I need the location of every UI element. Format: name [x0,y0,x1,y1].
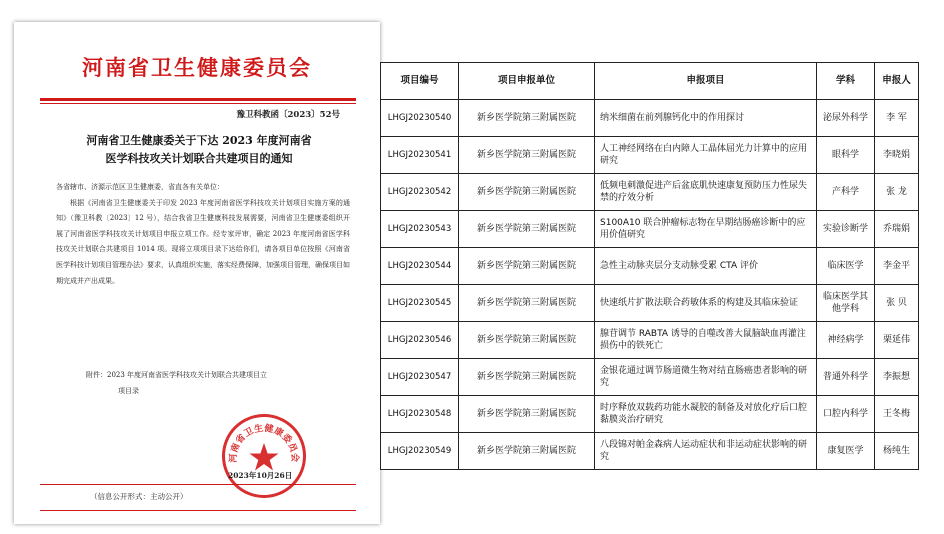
project-name: 时序释放双载药功能水凝胶的制备及对放化疗后口腔黏膜炎治疗研究 [595,396,817,433]
project-subject: 神经病学 [817,322,875,359]
disclosure-note: （信息公开形式：主动公开） [90,492,188,501]
project-name: 快速纸片扩散法联合药敏体系的构建及其临床验证 [595,285,817,322]
notice-salutation: 各省辖市、济源示范区卫生健康委，省直各有关单位： [56,183,224,191]
project-unit: 新乡医学院第三附属医院 [459,174,595,211]
project-table [380,62,919,470]
project-name: 腺苷调节 RABTA 诱导的自噬改善大鼠脑缺血再灌注损伤中的铁死亡 [595,322,817,359]
header-project: 申报项目 [595,63,817,100]
table-row [381,211,919,248]
table-row [381,433,919,470]
project-subject: 口腔内科学 [817,396,875,433]
table-row [381,359,919,396]
notice-date: 2023年10月26日 [228,471,293,480]
header-unit: 项目申报单位 [459,63,595,100]
project-unit: 新乡医学院第三附属医院 [459,248,595,285]
table-header-row [381,63,919,100]
project-applicant: 张 贝 [875,285,919,322]
footer-rule-bottom [40,510,356,511]
seal-text: 河南省卫生健康委员会 [228,423,300,463]
table-row [381,100,919,137]
notice-title [48,132,350,168]
project-unit: 新乡医学院第三附属医院 [459,396,595,433]
notice-title-line1: 河南省卫生健康委关于下达 2023 年度河南省 [86,134,312,147]
project-subject: 眼科学 [817,137,875,174]
project-id: LHGJ20230540 [381,100,459,137]
project-unit: 新乡医学院第三附属医院 [459,322,595,359]
project-unit: 新乡医学院第三附属医院 [459,285,595,322]
project-subject: 普通外科学 [817,359,875,396]
project-subject: 实验诊断学 [817,211,875,248]
project-id: LHGJ20230545 [381,285,459,322]
header-rule-thin [40,103,356,104]
project-name: 纳米细菌在前列腺钙化中的作用探讨 [595,100,817,137]
project-applicant: 王冬梅 [875,396,919,433]
project-subject: 临床医学 [817,248,875,285]
project-id: LHGJ20230548 [381,396,459,433]
attachment-line2: 项目录 [118,386,139,395]
notice-title-line2: 医学科技攻关计划联合共建项目的通知 [105,152,293,165]
project-applicant: 乔瑞娟 [875,211,919,248]
project-name: 低频电刺激促进产后盆底肌快速康复预防压力性尿失禁的疗效分析 [595,174,817,211]
footer-rule-top [40,484,356,485]
header-project-id: 项目编号 [381,63,459,100]
project-applicant: 李振想 [875,359,919,396]
project-name: 金银花通过调节肠道微生物对结直肠癌患者影响的研究 [595,359,817,396]
project-id: LHGJ20230547 [381,359,459,396]
project-name: 人工神经网络在白内障人工晶体屈光力计算中的应用研究 [595,137,817,174]
attachment-line1: 附件：2023 年度河南省医学科技攻关计划联合共建项目立 [86,371,268,379]
project-id: LHGJ20230549 [381,433,459,470]
header-applicant: 申报人 [875,63,919,100]
header-subject: 学科 [817,63,875,100]
official-seal [222,414,306,498]
project-subject: 泌尿外科学 [817,100,875,137]
project-id: LHGJ20230543 [381,211,459,248]
project-subject: 临床医学其他学科 [817,285,875,322]
table-row [381,285,919,322]
project-name: S100A10 联合肿瘤标志物在早期结肠癌诊断中的应用价值研究 [595,211,817,248]
table-row [381,396,919,433]
project-id: LHGJ20230541 [381,137,459,174]
project-applicant: 张 龙 [875,174,919,211]
project-applicant: 李晓娟 [875,137,919,174]
header-rule-thick [40,98,356,101]
project-id: LHGJ20230544 [381,248,459,285]
agency-header: 河南省卫生健康委员会 [82,55,312,80]
notice-paragraph: 根据《河南省卫生健康委关于印发 2023 年度河南省医学科技攻关计划项目实施方案的通知》（豫卫科教〔2023〕12 号），结合我省卫生健康科技发展需要，河南省卫生健康委组织开展了河南省医学科技攻关计划项目申报立项工作。经专家评审，确定 2023 年度河南省医学科技攻关计划联合共建项目 1014 项。现将立项项目录下达给你们，请各项目单位按照《河南省医学科技计划项目管理办法》要求，认真组织实施，落实经费保障，加强项目管理，确保项目如期完成并产出成果。 [56,198,350,285]
project-name: 八段锦对帕金森病人运动症状和非运动症状影响的研究 [595,433,817,470]
project-id: LHGJ20230546 [381,322,459,359]
table-row [381,174,919,211]
project-name: 急性主动脉夹层分支动脉受累 CTA 评价 [595,248,817,285]
project-unit: 新乡医学院第三附属医院 [459,137,595,174]
notice-body [56,180,350,289]
project-applicant: 李金平 [875,248,919,285]
notice-attachment [86,368,350,399]
project-subject: 产科学 [817,174,875,211]
project-subject: 康复医学 [817,433,875,470]
table-row [381,322,919,359]
project-applicant: 李 军 [875,100,919,137]
project-unit: 新乡医学院第三附属医院 [459,359,595,396]
project-applicant: 杨纯生 [875,433,919,470]
project-applicant: 栗延伟 [875,322,919,359]
document-number: 豫卫科教函〔2023〕52号 [236,110,340,120]
project-unit: 新乡医学院第三附属医院 [459,100,595,137]
table-row [381,248,919,285]
table-row [381,137,919,174]
project-id: LHGJ20230542 [381,174,459,211]
notice-document [14,22,380,524]
project-unit: 新乡医学院第三附属医院 [459,433,595,470]
project-unit: 新乡医学院第三附属医院 [459,211,595,248]
